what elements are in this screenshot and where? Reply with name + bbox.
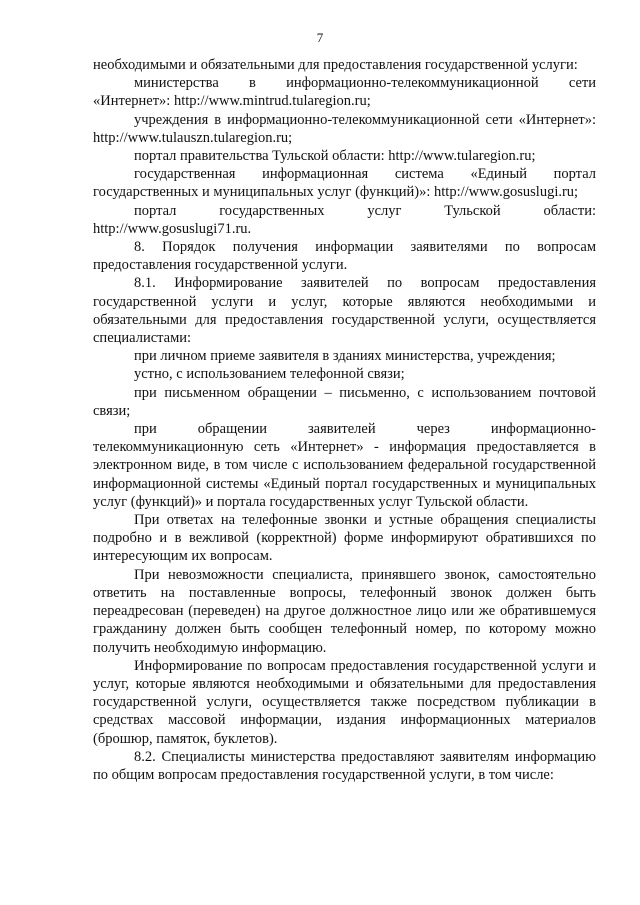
paragraph: портал правительства Тульской области: http://www.tularegion.ru; [134,148,536,165]
list-item: при письменном обращении – письменно, с использованием почтовой связи; [93,384,596,419]
paragraph: При ответах на телефонные звонки и устные обращения специалисты подробно и в вежливой (корректной) форме информируют обратившихся по интересующим их вопросам. [93,512,596,565]
paragraph: министерства в информационно-телекоммуникационной сети «Интернет»: http://www.mintrud.tularegion.ru; [93,75,596,110]
paragraph: Информирование по вопросам предоставления государственной услуги и услуг, которые являются необходимыми и обязательными для предоставления государственной услуги, осуществляется также посредством публикации в средствах массовой информации, издания информационных материалов (брошюр, памяток, буклетов). [93,657,596,747]
paragraph: При невозможности специалиста, принявшего звонок, самостоятельно ответить на поставленные вопросы, телефонный звонок должен быть переадресован (переведен) на другое должностное лицо или же обратившемуся гражданину должен быть сообщен телефонный номер, по которому можно получить необходимую информацию. [93,566,596,656]
paragraph: государственная информационная система «Единый портал государственных и муниципальных услуг (функций)»: http://www.gosuslugi.ru; [93,166,596,201]
paragraph: учреждения в информационно-телекоммуникационной сети «Интернет»: http://www.tulauszn.tularegion.ru; [93,111,596,146]
document-body [93,56,596,784]
paragraph: 8.1. Информирование заявителей по вопросам предоставления государственной услуги и услуг, которые являются необходимыми и обязательными для предоставления государственной услуги, осуществляется специалистами: [93,275,596,347]
page-number: 7 [316,30,324,45]
section-heading: 8. Порядок получения информации заявителями по вопросам предоставления государственной услуги. [93,239,596,274]
paragraph: 8.2. Специалисты министерства предоставляют заявителям информацию по общим вопросам предоставления государственной услуги, в том числе: [93,748,596,783]
paragraph: портал государственных услуг Тульской области: http://www.gosuslugi71.ru. [93,202,596,237]
list-item: при личном приеме заявителя в зданиях министерства, учреждения; [134,348,556,365]
list-item: при обращении заявителей через информационно-телекоммуникационную сеть «Интернет» - информация предоставляется в электронном виде, в том числе с использованием федеральной государственной информационной системы «Единый портал государственных и муниципальных услуг (функций)» и портала государственных услуг Тульской области. [93,421,596,510]
list-item: устно, с использованием телефонной связи; [134,366,405,383]
paragraph: необходимыми и обязательными для предоставления государственной услуги: [93,57,578,73]
